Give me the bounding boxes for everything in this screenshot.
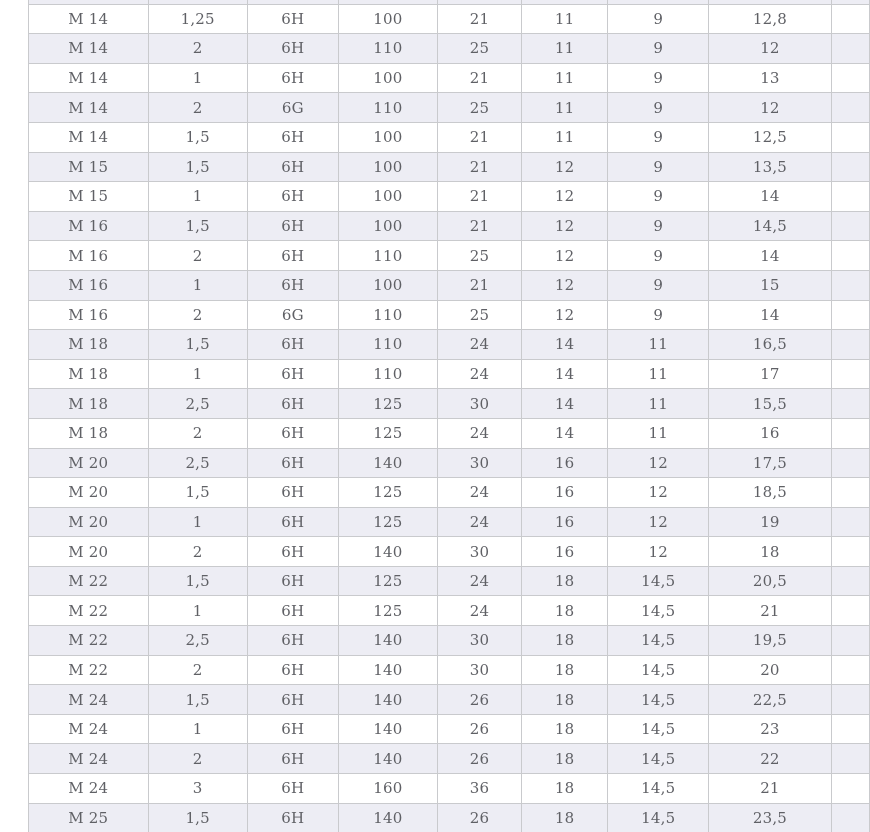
table-cell: 14 [709,241,831,271]
table-cell: 18 [522,626,608,656]
table-cell: 18 [522,685,608,715]
table-row [29,122,870,152]
table-cell: 14,5 [608,655,709,685]
table-cell: 125 [338,507,437,537]
table-cell: 140 [338,655,437,685]
table-cell: 6H [247,63,338,93]
table-row [29,418,870,448]
table-cell: 30 [437,389,521,419]
table-cell: 6H [247,34,338,64]
table-cell: M 16 [29,300,149,330]
table-cell: 11 [522,93,608,123]
table-cell: 110 [338,359,437,389]
table-row [29,685,870,715]
table-row [29,803,870,832]
table-cell: 9 [608,300,709,330]
table-cell-cutoff [831,389,869,419]
table-cell: 2,5 [148,448,247,478]
table-cell: 140 [338,803,437,832]
table-cell: 9 [608,122,709,152]
table-cell: 11 [522,63,608,93]
table-cell-cutoff [831,4,869,34]
table-cell: 17 [709,359,831,389]
table-row [29,63,870,93]
table-cell: 21 [709,596,831,626]
table-cell: M 18 [29,330,149,360]
table-cell-cutoff [831,448,869,478]
table-row [29,448,870,478]
table-cell-cutoff [831,152,869,182]
table-cell: 1,5 [148,478,247,508]
table-cell: 6H [247,596,338,626]
table-cell-cutoff [831,270,869,300]
table-cell: 160 [338,774,437,804]
table-row [29,537,870,567]
table-cell: 6H [247,152,338,182]
table-cell: 9 [608,4,709,34]
table-cell: M 24 [29,744,149,774]
table-cell-cutoff [831,122,869,152]
table-row [29,93,870,123]
table-cell: 9 [608,270,709,300]
table-cell: 140 [338,448,437,478]
table-cell: 6G [247,300,338,330]
table-cell: 2 [148,241,247,271]
table-cell-cutoff [831,714,869,744]
table-cell: 2 [148,300,247,330]
table-cell: 6H [247,182,338,212]
table-cell: 100 [338,122,437,152]
table-cell-cutoff [831,359,869,389]
table-cell: 24 [437,566,521,596]
table-row [29,152,870,182]
table-cell: 18,5 [709,478,831,508]
table-cell-cutoff [831,626,869,656]
table-cell: 11 [522,4,608,34]
table-cell: 110 [338,93,437,123]
table-cell: 12 [522,152,608,182]
table-cell: 125 [338,478,437,508]
table-cell: 1,5 [148,330,247,360]
table-cell: 14 [522,359,608,389]
table-cell: 23,5 [709,803,831,832]
table-cell: M 20 [29,478,149,508]
table-cell: 6H [247,478,338,508]
table-cell: 21 [437,122,521,152]
table-cell: 14 [522,418,608,448]
table-cell: 6H [247,774,338,804]
table-cell: 21 [437,4,521,34]
table-cell: 1,5 [148,566,247,596]
table-cell: M 16 [29,241,149,271]
table-cell: 14,5 [608,626,709,656]
table-cell: 22,5 [709,685,831,715]
table-cell: M 14 [29,122,149,152]
table-cell: 110 [338,330,437,360]
table-cell: 36 [437,774,521,804]
table-cell: 13 [709,63,831,93]
table-cell: 100 [338,211,437,241]
table-cell: 12,8 [709,4,831,34]
table-cell: 6H [247,122,338,152]
table-cell: 13,5 [709,152,831,182]
table-cell: 15,5 [709,389,831,419]
table-cell-cutoff [831,537,869,567]
table-cell: 1 [148,182,247,212]
table-cell: 14,5 [608,714,709,744]
table-cell-cutoff [831,478,869,508]
table-cell: M 18 [29,418,149,448]
table-cell-cutoff [831,93,869,123]
table-cell: 14 [522,389,608,419]
table-cell: 2 [148,34,247,64]
table-cell: 21 [709,774,831,804]
table-cell: 18 [522,744,608,774]
table-cell: 14 [709,300,831,330]
table-cell: 1 [148,507,247,537]
table-cell: 30 [437,448,521,478]
table-cell: 6H [247,537,338,567]
table-body [29,0,870,832]
table-cell: 12 [608,448,709,478]
table-cell: M 24 [29,685,149,715]
table-cell: 1,5 [148,211,247,241]
table-cell: 25 [437,34,521,64]
table-cell: M 22 [29,566,149,596]
table-cell: M 16 [29,270,149,300]
table-cell: 12 [608,478,709,508]
table-cell: 110 [338,34,437,64]
table-cell: 12 [522,300,608,330]
table-row [29,211,870,241]
table-cell: 9 [608,152,709,182]
table-cell: 21 [437,211,521,241]
table-row [29,744,870,774]
table-cell-cutoff [831,241,869,271]
table-cell: 140 [338,685,437,715]
table-cell: M 20 [29,507,149,537]
table-cell: 19 [709,507,831,537]
table-cell: 18 [522,655,608,685]
table-cell: 2 [148,93,247,123]
table-cell: 17,5 [709,448,831,478]
table-row [29,655,870,685]
table-row [29,714,870,744]
table-cell: 16 [522,507,608,537]
table-cell: 6H [247,507,338,537]
table-cell: 26 [437,803,521,832]
table-cell: 18 [522,803,608,832]
table-cell: 30 [437,626,521,656]
table-cell: 11 [608,418,709,448]
table-cell-cutoff [831,596,869,626]
table-cell-cutoff [831,63,869,93]
table-cell: 1,5 [148,122,247,152]
table-cell: 21 [437,152,521,182]
table-cell: M 15 [29,182,149,212]
table-cell: M 20 [29,448,149,478]
table-cell: 100 [338,4,437,34]
table-cell: 1 [148,596,247,626]
table-cell: 14,5 [608,596,709,626]
table-row [29,507,870,537]
table-cell: 12 [608,537,709,567]
table-cell: 24 [437,507,521,537]
table-cell: M 14 [29,34,149,64]
table-cell: 6H [247,626,338,656]
table-cell-cutoff [831,744,869,774]
table-cell: 14,5 [709,211,831,241]
table-cell: 125 [338,418,437,448]
table-cell: 16 [709,418,831,448]
table-cell: 6H [247,655,338,685]
table-cell: 9 [608,241,709,271]
table-cell: 1 [148,63,247,93]
table-cell: 24 [437,596,521,626]
table-cell: 100 [338,270,437,300]
table-cell: 16 [522,478,608,508]
table-row [29,330,870,360]
table-cell: 2,5 [148,389,247,419]
table-cell: 12 [709,93,831,123]
table-cell-cutoff [831,655,869,685]
table-cell: 16 [522,448,608,478]
table-cell-cutoff [831,300,869,330]
thread-spec-table [28,0,870,832]
table-cell: M 24 [29,774,149,804]
table-cell: 6H [247,566,338,596]
table-cell: 2,5 [148,626,247,656]
table-cell: 2 [148,537,247,567]
table-cell: 140 [338,714,437,744]
table-cell: 2 [148,418,247,448]
table-cell: 11 [608,330,709,360]
table-cell-cutoff [831,507,869,537]
table-cell: 6H [247,389,338,419]
table-cell: 12 [709,34,831,64]
table-row [29,241,870,271]
table-cell-cutoff [831,211,869,241]
table-cell: 30 [437,655,521,685]
table-cell: 1 [148,359,247,389]
table-cell: 18 [522,714,608,744]
table-cell: 26 [437,714,521,744]
table-cell: 18 [522,596,608,626]
table-cell: 12,5 [709,122,831,152]
table-cell: 18 [522,774,608,804]
table-cell-cutoff [831,330,869,360]
table-cell: 14,5 [608,744,709,774]
table-cell: 6H [247,330,338,360]
table-cell: 110 [338,241,437,271]
table-cell: 2 [148,655,247,685]
table-cell: 1,25 [148,4,247,34]
table-cell: 24 [437,359,521,389]
table-cell: 1,5 [148,152,247,182]
table-cell: M 16 [29,211,149,241]
table-cell: 110 [338,300,437,330]
table-cell: 20 [709,655,831,685]
table-cell: 24 [437,478,521,508]
table-cell: 6H [247,4,338,34]
table-cell: 14 [522,330,608,360]
table-cell: 9 [608,34,709,64]
table-cell: 12 [608,507,709,537]
table-cell: 30 [437,537,521,567]
table-cell: 11 [608,359,709,389]
table-cell: M 24 [29,714,149,744]
table-cell-cutoff [831,418,869,448]
table-cell: 11 [522,34,608,64]
table-cell: 12 [522,211,608,241]
table-row [29,596,870,626]
table-row [29,626,870,656]
table-cell: 1,5 [148,685,247,715]
table-cell: M 14 [29,4,149,34]
table-cell: 6H [247,241,338,271]
table-cell: 14,5 [608,566,709,596]
table-cell: 125 [338,566,437,596]
table-cell: 6H [247,685,338,715]
table-cell: 14,5 [608,685,709,715]
table-cell: 25 [437,300,521,330]
table-cell: 1 [148,714,247,744]
table-row [29,389,870,419]
table-cell: 6H [247,211,338,241]
table-cell: M 14 [29,93,149,123]
table-cell: M 18 [29,389,149,419]
table-cell-cutoff [831,803,869,832]
table-cell: 16 [522,537,608,567]
table-cell: 26 [437,685,521,715]
table-cell: 6H [247,418,338,448]
table-cell: M 20 [29,537,149,567]
table-cell: 140 [338,626,437,656]
table-row [29,478,870,508]
table-row [29,300,870,330]
table-cell: 9 [608,182,709,212]
table-cell-cutoff [831,685,869,715]
table-cell: 14 [709,182,831,212]
table-cell: 1,5 [148,803,247,832]
table-cell: M 18 [29,359,149,389]
table-cell: 12 [522,182,608,212]
table-cell: 25 [437,241,521,271]
table-cell: 20,5 [709,566,831,596]
table-cell: 22 [709,744,831,774]
table-cell: 100 [338,152,437,182]
table-cell: 14,5 [608,803,709,832]
table-row [29,34,870,64]
table-cell: 16,5 [709,330,831,360]
table-cell: 21 [437,270,521,300]
table-cell: 6G [247,93,338,123]
table-cell: 140 [338,744,437,774]
table-cell: M 15 [29,152,149,182]
table-cell: 100 [338,182,437,212]
table-cell: 1 [148,270,247,300]
table-cell: 6H [247,448,338,478]
table-cell: 19,5 [709,626,831,656]
table-cell: M 22 [29,596,149,626]
table-cell: 15 [709,270,831,300]
table-row [29,270,870,300]
table-cell: 21 [437,182,521,212]
table-row [29,359,870,389]
table-cell: 12 [522,270,608,300]
table-row [29,774,870,804]
table-cell: 11 [608,389,709,419]
table-cell: 9 [608,93,709,123]
table-cell: 6H [247,803,338,832]
table-cell: 140 [338,537,437,567]
table-cell: 18 [709,537,831,567]
table-cell: M 25 [29,803,149,832]
table-cell-cutoff [831,34,869,64]
table-cell: 9 [608,63,709,93]
table-cell: 6H [247,714,338,744]
table-cell: 125 [338,389,437,419]
table-cell: M 22 [29,626,149,656]
table-cell: 6H [247,744,338,774]
table-cell-cutoff [831,182,869,212]
table-cell: 24 [437,330,521,360]
table-cell-cutoff [831,774,869,804]
table-cell: 125 [338,596,437,626]
table-cell: 2 [148,744,247,774]
table-cell: M 22 [29,655,149,685]
table-cell: 26 [437,744,521,774]
table-cell: 25 [437,93,521,123]
table-cell: 23 [709,714,831,744]
table-cell: 6H [247,359,338,389]
table-cell: 3 [148,774,247,804]
table-cell: 11 [522,122,608,152]
table-cell: 18 [522,566,608,596]
table-cell: 21 [437,63,521,93]
table-cell: 12 [522,241,608,271]
table-row [29,182,870,212]
table-cell: 9 [608,211,709,241]
table-row [29,566,870,596]
table-cell: 6H [247,270,338,300]
table-cell: 24 [437,418,521,448]
table-cell: 14,5 [608,774,709,804]
table-cell: M 14 [29,63,149,93]
table-cell: 100 [338,63,437,93]
table-cell-cutoff [831,566,869,596]
table-row [29,4,870,34]
